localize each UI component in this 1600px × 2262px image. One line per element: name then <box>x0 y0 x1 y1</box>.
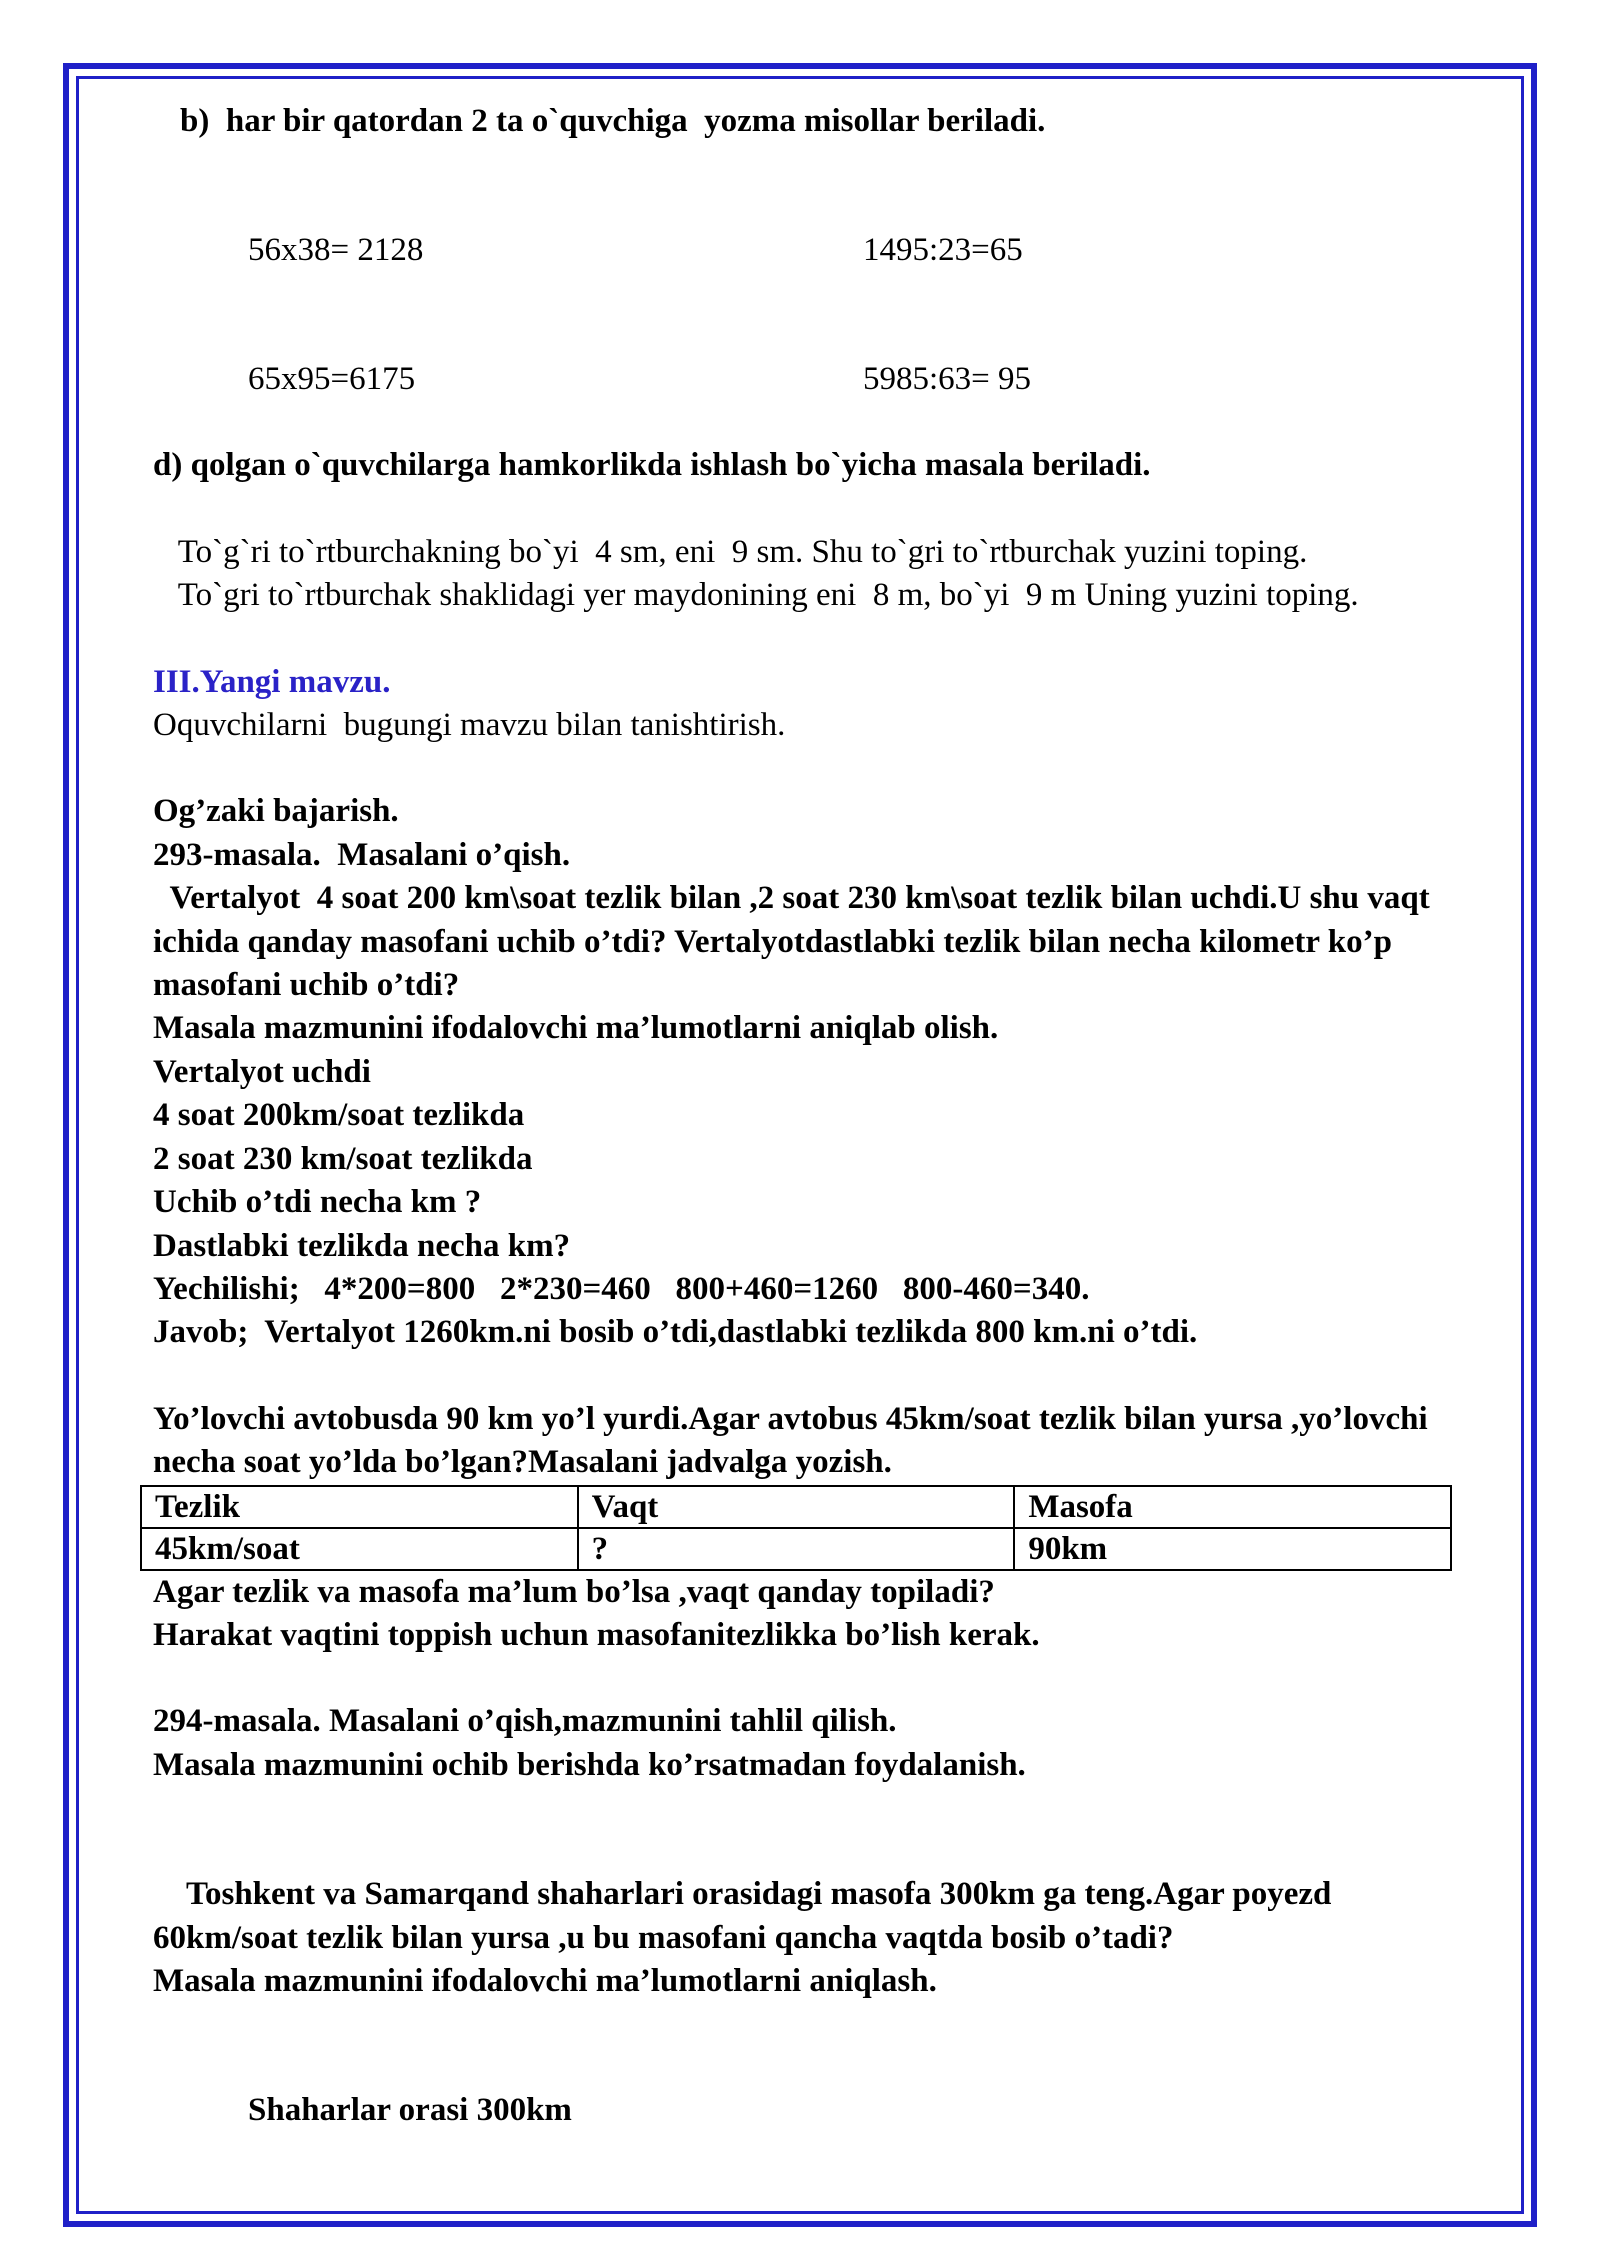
problem-293-answer: Javob; Vertalyot 1260km.ni bosib o’tdi,dastlabki tezlikda 800 km.ni o’tdi. <box>153 1314 1198 1351</box>
table-header-cell: Vaqt <box>578 1486 1015 1528</box>
problem-293-line: Uchib o’tdi necha km ? <box>153 1184 482 1221</box>
section-d-heading: d) qolgan o`quvchilarga hamkorlikda ishlash bo`yicha masala beriladi. <box>153 447 1151 484</box>
calc-row-2 <box>153 358 1473 401</box>
after-table-line: Agar tezlik va masofa ma’lum bo’lsa ,vaqt qanday topiladi? <box>153 1573 995 1610</box>
document-body <box>153 100 1473 2133</box>
after-table-line: Harakat vaqtini toppish uchun masofanitezlikka bo’lish kerak. <box>153 1616 1040 1653</box>
oral-heading: Og’zaki bajarish. <box>153 793 399 830</box>
cities-distance-line: Shaharlar orasi 300km <box>248 2092 572 2129</box>
task-rectangle-1: To`g`ri to`rtburchakning bo`yi 4 sm, eni 9 sm. Shu to`gri to`rtburchak yuzini toping. <box>153 533 1308 570</box>
table-header-cell: Tezlik <box>141 1486 578 1528</box>
calc-row-1 <box>153 229 1473 272</box>
calc-right: 5985:63= 95 <box>863 361 1032 398</box>
train-identify: Masala mazmunini ifodalovchi ma’lumotlarni aniqlash. <box>153 1962 937 1999</box>
bus-problem: Yo’lovchi avtobusda 90 km yo’l yurdi.Agar avtobus 45km/soat tezlik bilan yursa ,yo’lovchi necha soat yo’lda bo’lgan?Masalani jadvalga yozish. <box>153 1400 1436 1481</box>
new-topic-text: Oquvchilarni bugungi mavzu bilan tanishtirish. <box>153 707 786 744</box>
problem-293-line: Dastlabki tezlikda necha km? <box>153 1227 571 1264</box>
problem-293-text: Vertalyot 4 soat 200 km\soat tezlik bilan ,2 soat 230 km\soat tezlik bilan uchdi.U shu vaqt ichida qanday masofani uchib o’tdi? Vertalyotdastlabki tezlik bilan necha kilometr ko’p masofani uchib o’tdi? <box>153 880 1438 1004</box>
problem-293-solution: Yechilishi; 4*200=800 2*230=460 800+460=1260 800-460=340. <box>153 1270 1090 1307</box>
new-topic-heading: III.Yangi mavzu. <box>153 663 391 700</box>
problem-293-line: 4 soat 200km/soat tezlikda <box>153 1097 525 1134</box>
table-header-row <box>141 1486 1451 1528</box>
train-problem: Toshkent va Samarqand shaharlari orasidagi masofa 300km ga teng.Agar poyezd 60km/soat tezlik bilan yursa ,u bu masofani qancha vaqtda bosib o’tadi? <box>153 1876 1340 1956</box>
table-row <box>141 1528 1451 1570</box>
table-cell: ? <box>578 1528 1015 1570</box>
calc-right: 1495:23=65 <box>863 232 1023 269</box>
speed-table <box>140 1485 1452 1571</box>
problem-293-line: Masala mazmunini ifodalovchi ma’lumotlarni aniqlab olish. <box>153 1010 999 1047</box>
table-cell: 90km <box>1014 1528 1451 1570</box>
table-header-cell: Masofa <box>1014 1486 1451 1528</box>
problem-293-line: 2 soat 230 km/soat tezlikda <box>153 1140 533 1177</box>
problem-294-line: 294-masala. Masalani o’qish,mazmunini tahlil qilish. <box>153 1703 897 1740</box>
task-rectangle-2: To`gri to`rtburchak shaklidagi yer maydonining eni 8 m, bo`yi 9 m Uning yuzini toping. <box>153 577 1359 614</box>
table-cell: 45km/soat <box>141 1528 578 1570</box>
section-b-heading: b) har bir qatordan 2 ta o`quvchiga yozma misollar beriladi. <box>180 103 1046 139</box>
calc-left: 56x38= 2128 <box>248 232 424 269</box>
calc-left: 65x95=6175 <box>248 361 416 398</box>
problem-294-line: Masala mazmunini ochib berishda ko’rsatmadan foydalanish. <box>153 1746 1026 1783</box>
problem-293-title: 293-masala. Masalani o’qish. <box>153 836 571 873</box>
problem-293-line: Vertalyot uchdi <box>153 1053 371 1090</box>
